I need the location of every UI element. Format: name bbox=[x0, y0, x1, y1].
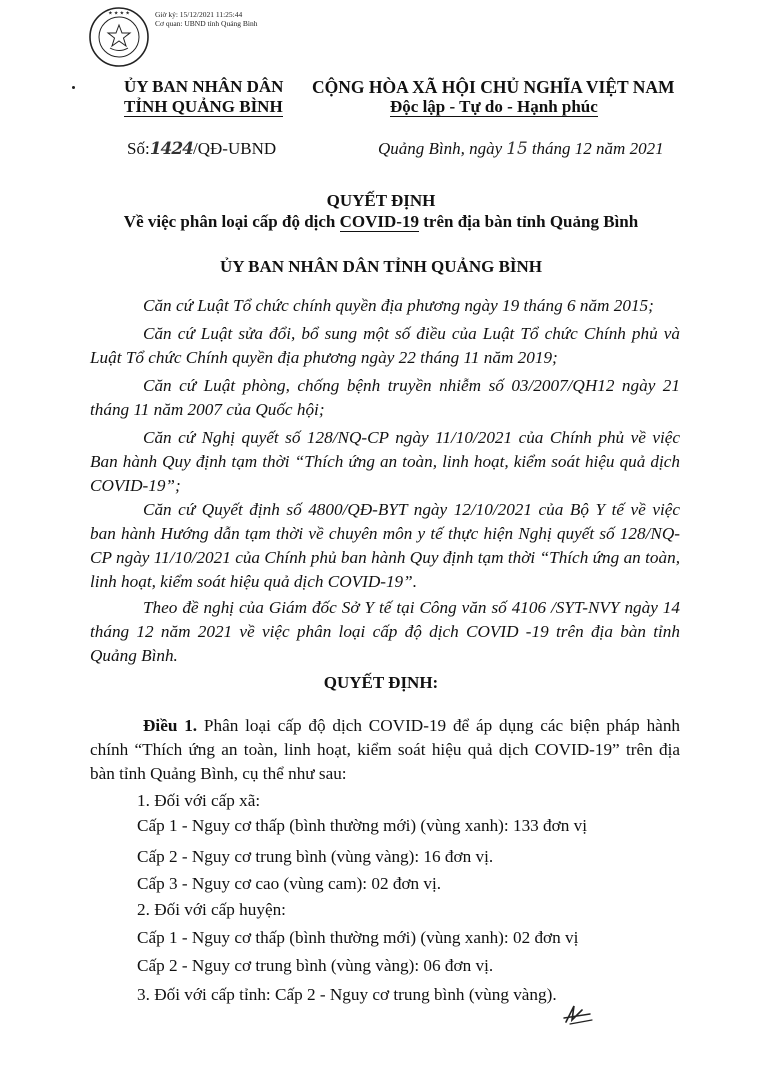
signature-time: Giờ ký: 15/12/2021 11:25:44 bbox=[155, 10, 243, 19]
issuing-authority: ỦY BAN NHÂN DÂN TỈNH QUẢNG BÌNH bbox=[219, 257, 543, 276]
commune-heading: 1. Đối với cấp xã: bbox=[137, 791, 261, 810]
decision-heading: QUYẾT ĐỊNH: bbox=[323, 673, 439, 692]
province-line bbox=[137, 983, 557, 1007]
initials-signature-icon bbox=[560, 1002, 596, 1028]
date-suffix: tháng 12 năm 2021 bbox=[531, 139, 664, 158]
subject-part-c: trên địa bàn tỉnh Quảng Bình bbox=[418, 212, 639, 231]
preamble-6: Theo đề nghị của Giám đốc Sở Y tế tại Công văn số 4106 /SYT-NVY ngày 14 tháng 12 năm 2021 về việc phân loại cấp độ dịch COVID -19 trên địa bàn tỉnh Quảng Bình. bbox=[90, 598, 680, 665]
article-1-label: Điều 1. bbox=[143, 716, 198, 735]
district-item-1: Cấp 1 - Nguy cơ thấp (bình thường mới) (vùng xanh): 02 đơn vị bbox=[137, 928, 579, 947]
subject-covid: COVID-19 bbox=[339, 212, 419, 231]
number-handwritten: 1424 bbox=[149, 139, 194, 159]
official-seal-icon bbox=[88, 6, 150, 68]
commune-item-2: Cấp 2 - Nguy cơ trung bình (vùng vàng): 16 đơn vị. bbox=[137, 847, 494, 866]
commune-item-3: Cấp 3 - Nguy cơ cao (vùng cam): 02 đơn vị. bbox=[137, 874, 442, 893]
district-item-2: Cấp 2 - Nguy cơ trung bình (vùng vàng): 06 đơn vị. bbox=[137, 956, 494, 975]
national-motto: Độc lập - Tự do - Hạnh phúc bbox=[390, 97, 598, 116]
preamble-4: Căn cứ Nghị quyết số 128/NQ-CP ngày 11/10/2021 của Chính phủ về việc Ban hành Quy định tạm thời “Thích ứng an toàn, linh hoạt, kiểm soát hiệu quả dịch COVID-19”; bbox=[90, 428, 680, 495]
issuer-line2-wrap bbox=[124, 96, 283, 118]
article-1-text: Phân loại cấp độ dịch COVID-19 để áp dụng các biện pháp hành chính “Thích ứng an toàn, linh hoạt, kiểm soát hiệu quả dịch COVID-19” trên địa bàn tỉnh Quảng Bình, cụ thể như sau: bbox=[90, 716, 681, 783]
number-suffix: /QĐ-UBND bbox=[193, 139, 277, 158]
signature-agency: Cơ quan: UBND tỉnh Quảng Bình bbox=[155, 19, 258, 28]
preamble-5: Căn cứ Quyết định số 4800/QĐ-BYT ngày 12/10/2021 của Bộ Y tế về việc ban hành Hướng dẫn tạm thời về chuyên môn y tế thực hiện Nghị quyết số 128/NQ-CP ngày 11/10/2021 của Chính phủ ban hành Quy định tạm thời “Thích ứng an toàn, linh hoạt, kiểm soát hiệu quả dịch COVID-19”. bbox=[90, 500, 680, 591]
date-prefix: Quảng Bình, ngày bbox=[378, 139, 503, 158]
district-heading: 2. Đối với cấp huyện: bbox=[137, 900, 286, 919]
date-handwritten: 15 bbox=[506, 139, 528, 159]
document-title: QUYẾT ĐỊNH bbox=[326, 191, 436, 210]
article-1 bbox=[90, 714, 680, 786]
document-number bbox=[127, 138, 276, 160]
preamble-3: Căn cứ Luật phòng, chống bệnh truyền nhiễm số 03/2007/QH12 ngày 21 tháng 11 năm 2007 của Quốc hội; bbox=[90, 376, 680, 419]
svg-text:★ ★ ★ ★: ★ ★ ★ ★ bbox=[108, 11, 130, 17]
number-prefix: Số: bbox=[127, 139, 150, 158]
issuer-line2: TỈNH QUẢNG BÌNH bbox=[124, 97, 283, 116]
commune-item-1: Cấp 1 - Nguy cơ thấp (bình thường mới) (vùng xanh): 133 đơn vị bbox=[137, 816, 587, 835]
preamble-1: Căn cứ Luật Tổ chức chính quyền địa phương ngày 19 tháng 6 năm 2015; bbox=[143, 296, 654, 315]
province-heading: 3. Đối với cấp tỉnh: bbox=[137, 985, 271, 1004]
national-motto-wrap bbox=[390, 96, 598, 118]
document-subject bbox=[0, 211, 762, 233]
ink-dot bbox=[72, 86, 75, 89]
issuer-line1: ỦY BAN NHÂN DÂN bbox=[124, 77, 284, 96]
national-title: CỘNG HÒA XÃ HỘI CHỦ NGHĨA VIỆT NAM bbox=[312, 77, 675, 97]
preamble-2: Căn cứ Luật sửa đổi, bổ sung một số điều của Luật Tổ chức Chính phủ và Luật Tổ chức Chính quyền địa phương ngày 22 tháng 11 năm 2019; bbox=[90, 324, 680, 367]
province-text: Cấp 2 - Nguy cơ trung bình (vùng vàng). bbox=[270, 985, 557, 1004]
subject-part-a: Về việc phân loại cấp độ dịch bbox=[123, 212, 340, 231]
document-date bbox=[378, 138, 664, 160]
